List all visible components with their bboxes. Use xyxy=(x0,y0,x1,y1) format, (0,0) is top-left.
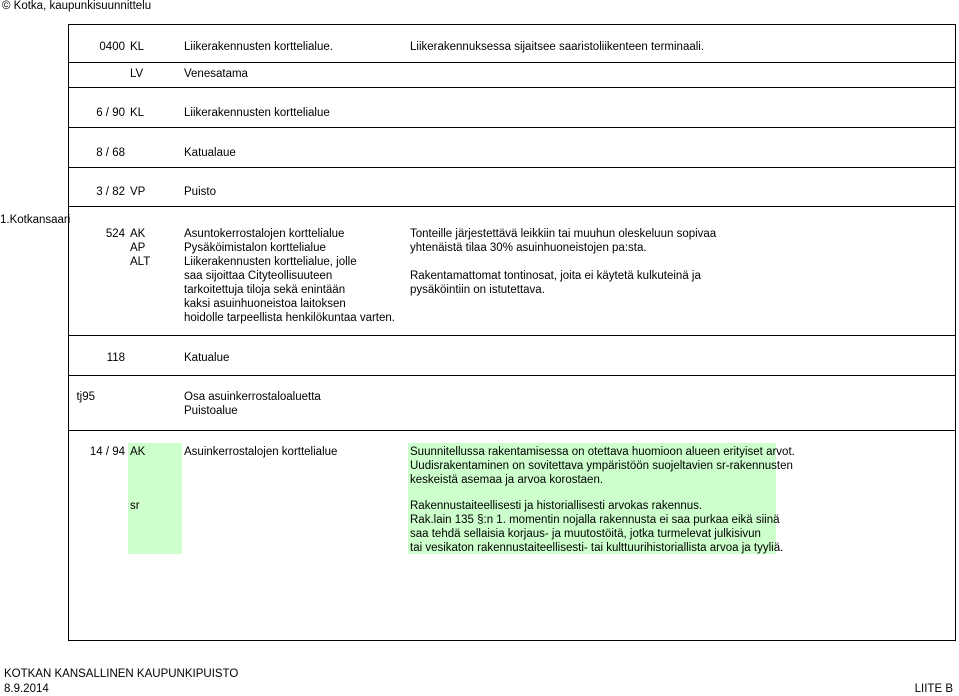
zone-note: pysäköintiin on istutettava. xyxy=(410,284,545,296)
zone-code: LV xyxy=(130,68,144,80)
zone-note: tai vesikaton rakennustaiteellisesti- tai kulttuurihistoriallista arvoa ja tyyliä. xyxy=(410,542,784,554)
zone-note: Suunnitellussa rakentamisessa on otettava huomioon alueen erityiset arvot. xyxy=(410,446,795,458)
zone-description: hoidolle tarpeellista henkilökuntaa varten. xyxy=(184,312,395,324)
zone-description: Liikerakennusten korttelialue xyxy=(184,107,330,119)
zone-description: kaksi asuinhuoneistoa laitoksen xyxy=(184,298,346,310)
zone-description: saa sijoittaa Cityteollisuuteen xyxy=(184,270,333,282)
zone-note: Liikerakennuksessa sijaitsee saaristoliikenteen terminaali. xyxy=(410,41,705,53)
zone-note: Rakennustaiteellisesti ja historiallisesti arvokas rakennus. xyxy=(410,500,703,512)
zone-description: Puisto xyxy=(184,186,216,198)
zone-code: AK xyxy=(130,228,146,240)
zone-code: AK xyxy=(130,446,146,458)
zone-code: KL xyxy=(130,41,145,53)
table-bottom-border xyxy=(68,640,956,641)
block-number: 3 / 82 xyxy=(96,186,125,198)
zone-note: Uudisrakentaminen on sovitettava ympäristöön suojeltavien sr-rakennusten xyxy=(410,460,793,472)
zone-code: KL xyxy=(130,107,145,119)
footer-date: 8.9.2014 xyxy=(4,683,49,695)
zone-description: Asuntokerrostalojen korttelialue xyxy=(184,228,345,240)
copyright-text: © Kotka, kaupunkisuunnittelu xyxy=(2,0,152,12)
row-divider xyxy=(68,206,956,207)
row-divider xyxy=(68,127,956,128)
block-number: tj95 xyxy=(76,391,95,403)
zone-description: Osa asuinkerrostaloaluetta xyxy=(184,391,321,403)
zone-description: Puistoalue xyxy=(184,405,238,417)
zone-code: AP xyxy=(130,242,146,254)
row-divider xyxy=(68,62,956,63)
table-right-border xyxy=(955,24,956,641)
zone-note: Tonteille järjestettävä leikkiin tai muuhun oleskeluun sopivaa xyxy=(410,228,717,240)
block-number: 8 / 68 xyxy=(96,147,125,159)
row-divider xyxy=(68,87,956,88)
zone-description: Liikerakennusten korttelialue, jolle xyxy=(184,256,357,268)
zone-description: Katualaue xyxy=(184,147,236,159)
zone-description: Venesatama xyxy=(184,68,248,80)
row-divider xyxy=(68,430,956,431)
footer-appendix: LIITE B xyxy=(914,683,953,695)
zone-note: Rak.lain 135 §:n 1. momentin nojalla rakennusta ei saa purkaa eikä siinä xyxy=(410,514,780,526)
zone-description: tarkoitettuja tiloja sekä enintään xyxy=(184,284,346,296)
row-divider xyxy=(68,335,956,336)
highlight-cell-code xyxy=(128,443,182,554)
area-label: 1.Kotkansaari xyxy=(0,214,71,226)
zone-note: Rakentamattomat tontinosat, joita ei käytetä kulkuteinä ja xyxy=(410,270,701,282)
zone-note: yhtenäistä tilaa 30% asuinhuoneistojen pa:sta. xyxy=(410,242,647,254)
zone-description: Pysäköimistalon korttelialue xyxy=(184,242,326,254)
footer-organization: KOTKAN KANSALLINEN KAUPUNKIPUISTO xyxy=(4,668,239,680)
zone-description: Katualue xyxy=(184,352,230,364)
zone-code: ALT xyxy=(130,256,151,268)
block-number: 118 xyxy=(106,352,125,364)
zone-description: Liikerakennusten korttelialue. xyxy=(184,41,333,53)
zone-code: VP xyxy=(130,186,146,198)
row-divider xyxy=(68,375,956,376)
block-number: 524 xyxy=(105,228,125,240)
block-number: 6 / 90 xyxy=(96,107,125,119)
block-number: 0400 xyxy=(99,41,125,53)
zone-code: sr xyxy=(130,500,140,512)
zone-description: Asuinkerrostalojen korttelialue xyxy=(184,446,338,458)
row-divider xyxy=(68,167,956,168)
table-top-border xyxy=(68,24,956,25)
zone-note: saa tehdä sellaisia korjaus- ja muutostöitä, jotka turmelevat julkisivun xyxy=(410,528,761,540)
zone-note: keskeistä asemaa ja arvoa korostaen. xyxy=(410,474,604,486)
block-number: 14 / 94 xyxy=(89,446,125,458)
